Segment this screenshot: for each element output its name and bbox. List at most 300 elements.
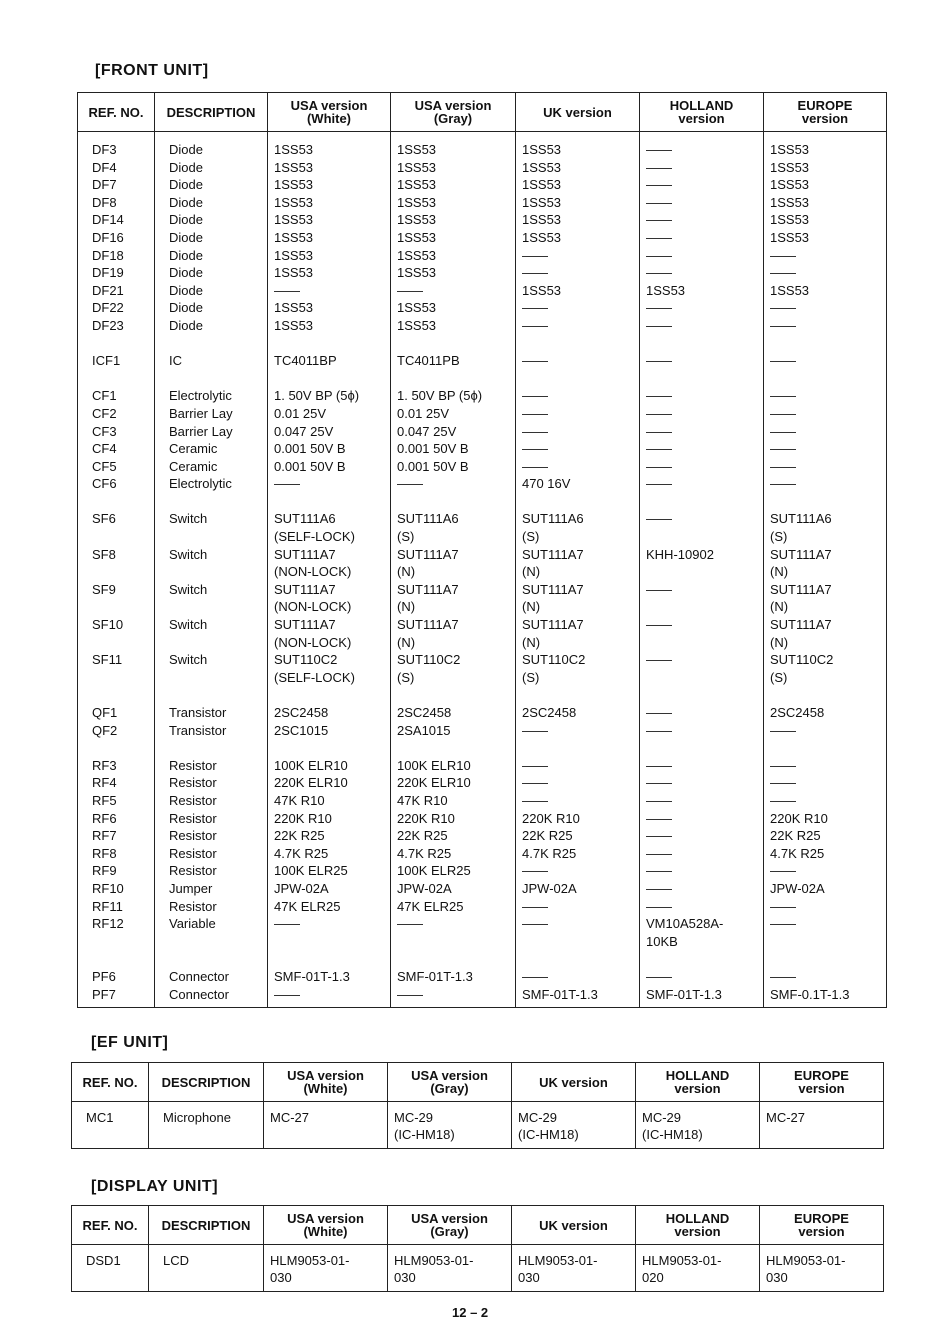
description-cell: Resistor xyxy=(155,898,268,916)
uk-cell: —— xyxy=(516,898,640,916)
front-unit-table xyxy=(77,92,887,1008)
usa-white-cell: 100K ELR25 xyxy=(268,862,391,880)
uk-cell: SUT111A7 (N) xyxy=(516,546,640,581)
table-row xyxy=(78,792,887,810)
uk-cell: SUT111A6 (S) xyxy=(516,493,640,546)
usa-gray-cell: 2SA1015 xyxy=(391,722,516,740)
holland-cell: —— xyxy=(640,299,764,317)
holland-cell: —— xyxy=(640,581,764,616)
table-row xyxy=(78,722,887,740)
column-header: EUROPE version xyxy=(760,1063,884,1102)
column-header: HOLLAND version xyxy=(636,1063,760,1102)
usa-white-cell: 1. 50V BP (5ϕ) xyxy=(268,370,391,405)
usa-gray-cell: 220K R10 xyxy=(391,810,516,828)
europe-cell: —— xyxy=(764,317,887,335)
holland-cell: HLM9053-01- 020 xyxy=(636,1245,760,1292)
uk-cell: 4.7K R25 xyxy=(516,845,640,863)
usa-gray-cell: 47K ELR25 xyxy=(391,898,516,916)
holland-cell: —— xyxy=(640,880,764,898)
column-header: USA version (White) xyxy=(268,93,391,132)
description-cell: Ceramic xyxy=(155,458,268,476)
table-row xyxy=(78,159,887,177)
ref-no-cell: ICF1 xyxy=(78,335,155,370)
europe-cell: JPW-02A xyxy=(764,880,887,898)
holland-cell: —— xyxy=(640,176,764,194)
usa-white-cell: HLM9053-01- 030 xyxy=(264,1245,388,1292)
europe-cell: —— xyxy=(764,915,887,950)
usa-white-cell: —— xyxy=(268,282,391,300)
table-row xyxy=(78,194,887,212)
holland-cell: —— xyxy=(640,845,764,863)
column-header: REF. NO. xyxy=(72,1206,149,1245)
ref-no-cell: RF11 xyxy=(78,898,155,916)
table-row xyxy=(78,176,887,194)
uk-cell: —— xyxy=(516,299,640,317)
holland-cell: —— xyxy=(640,423,764,441)
description-cell: Diode xyxy=(155,159,268,177)
europe-cell: 22K R25 xyxy=(764,827,887,845)
usa-white-cell: 100K ELR10 xyxy=(268,739,391,774)
header-row xyxy=(78,93,887,132)
usa-white-cell: 1SS53 xyxy=(268,264,391,282)
europe-cell: —— xyxy=(764,370,887,405)
description-cell: Connector xyxy=(155,986,268,1008)
holland-cell: —— xyxy=(640,405,764,423)
table-row xyxy=(78,546,887,581)
usa-white-cell: 220K ELR10 xyxy=(268,774,391,792)
usa-gray-cell: SUT111A6 (S) xyxy=(391,493,516,546)
description-cell: Resistor xyxy=(155,810,268,828)
holland-cell: VM10A528A- 10KB xyxy=(640,915,764,950)
usa-gray-cell: 1SS53 xyxy=(391,229,516,247)
holland-cell: —— xyxy=(640,458,764,476)
usa-white-cell: 22K R25 xyxy=(268,827,391,845)
usa-white-cell: 1SS53 xyxy=(268,211,391,229)
table-row xyxy=(78,440,887,458)
usa-gray-cell: 1SS53 xyxy=(391,299,516,317)
table-row xyxy=(78,880,887,898)
table-row xyxy=(78,862,887,880)
europe-cell: —— xyxy=(764,774,887,792)
table-row xyxy=(78,229,887,247)
description-cell: Switch xyxy=(155,581,268,616)
column-header: USA version (Gray) xyxy=(388,1206,512,1245)
table-row xyxy=(78,132,887,159)
europe-cell: —— xyxy=(764,475,887,493)
uk-cell: 1SS53 xyxy=(516,132,640,159)
uk-cell: —— xyxy=(516,792,640,810)
description-cell: Diode xyxy=(155,211,268,229)
holland-cell: —— xyxy=(640,722,764,740)
europe-cell: 4.7K R25 xyxy=(764,845,887,863)
holland-cell: SMF-01T-1.3 xyxy=(640,986,764,1008)
usa-white-cell: 1SS53 xyxy=(268,247,391,265)
usa-gray-cell: 22K R25 xyxy=(391,827,516,845)
uk-cell: —— xyxy=(516,950,640,985)
table-row xyxy=(78,827,887,845)
column-header: UK version xyxy=(516,93,640,132)
column-header: DESCRIPTION xyxy=(149,1206,264,1245)
usa-white-cell: 1SS53 xyxy=(268,317,391,335)
ref-no-cell: DF8 xyxy=(78,194,155,212)
usa-white-cell: 0.001 50V B xyxy=(268,458,391,476)
ref-no-cell: RF7 xyxy=(78,827,155,845)
column-header: USA version (Gray) xyxy=(388,1063,512,1102)
europe-cell: —— xyxy=(764,950,887,985)
usa-white-cell: 2SC1015 xyxy=(268,722,391,740)
usa-white-cell: 0.01 25V xyxy=(268,405,391,423)
column-header: REF. NO. xyxy=(78,93,155,132)
uk-cell: SUT110C2 (S) xyxy=(516,651,640,686)
holland-cell: MC-29 (IC-HM18) xyxy=(636,1102,760,1149)
holland-cell: —— xyxy=(640,440,764,458)
europe-cell: 1SS53 xyxy=(764,132,887,159)
ref-no-cell: DF16 xyxy=(78,229,155,247)
ref-no-cell: RF6 xyxy=(78,810,155,828)
holland-cell: —— xyxy=(640,493,764,546)
table-row xyxy=(78,335,887,370)
table-row xyxy=(78,915,887,950)
usa-gray-cell: 1SS53 xyxy=(391,211,516,229)
table-row xyxy=(78,370,887,405)
uk-cell: 1SS53 xyxy=(516,229,640,247)
description-cell: Diode xyxy=(155,176,268,194)
description-cell: Electrolytic xyxy=(155,475,268,493)
ref-no-cell: CF3 xyxy=(78,423,155,441)
ref-no-cell: DF7 xyxy=(78,176,155,194)
usa-white-cell: TC4011BP xyxy=(268,335,391,370)
usa-gray-cell: 100K ELR10 xyxy=(391,739,516,774)
usa-white-cell: SUT111A7 (NON-LOCK) xyxy=(268,616,391,651)
uk-cell: —— xyxy=(516,264,640,282)
ef-unit-title: [EF UNIT] xyxy=(91,1034,169,1051)
usa-white-cell: —— xyxy=(268,986,391,1008)
ref-no-cell: DF19 xyxy=(78,264,155,282)
uk-cell: 2SC2458 xyxy=(516,686,640,721)
europe-cell: 1SS53 xyxy=(764,282,887,300)
uk-cell: —— xyxy=(516,722,640,740)
holland-cell: —— xyxy=(640,229,764,247)
europe-cell: —— xyxy=(764,440,887,458)
uk-cell: —— xyxy=(516,370,640,405)
uk-cell: —— xyxy=(516,774,640,792)
description-cell: Resistor xyxy=(155,862,268,880)
uk-cell: SMF-01T-1.3 xyxy=(516,986,640,1008)
europe-cell: —— xyxy=(764,862,887,880)
holland-cell: —— xyxy=(640,792,764,810)
table-row xyxy=(78,211,887,229)
table-row xyxy=(78,739,887,774)
holland-cell: —— xyxy=(640,370,764,405)
ref-no-cell: RF8 xyxy=(78,845,155,863)
description-cell: Jumper xyxy=(155,880,268,898)
holland-cell: —— xyxy=(640,264,764,282)
usa-gray-cell: 1SS53 xyxy=(391,264,516,282)
usa-gray-cell: —— xyxy=(391,475,516,493)
ref-no-cell: RF10 xyxy=(78,880,155,898)
usa-gray-cell: TC4011PB xyxy=(391,335,516,370)
ref-no-cell: DF14 xyxy=(78,211,155,229)
usa-white-cell: SUT111A7 (NON-LOCK) xyxy=(268,581,391,616)
holland-cell: KHH-10902 xyxy=(640,546,764,581)
europe-cell: —— xyxy=(764,405,887,423)
ref-no-cell: SF8 xyxy=(78,546,155,581)
description-cell: Microphone xyxy=(149,1102,264,1149)
table-row xyxy=(78,810,887,828)
uk-cell: —— xyxy=(516,915,640,950)
ref-no-cell: PF6 xyxy=(78,950,155,985)
usa-gray-cell: 1SS53 xyxy=(391,317,516,335)
europe-cell: —— xyxy=(764,423,887,441)
column-header: REF. NO. xyxy=(72,1063,149,1102)
description-cell: Variable xyxy=(155,915,268,950)
holland-cell: —— xyxy=(640,862,764,880)
table-row xyxy=(78,616,887,651)
europe-cell: 1SS53 xyxy=(764,211,887,229)
description-cell: Switch xyxy=(155,651,268,686)
table-row xyxy=(78,581,887,616)
europe-cell: 1SS53 xyxy=(764,194,887,212)
description-cell: Resistor xyxy=(155,792,268,810)
table-row xyxy=(78,651,887,686)
usa-white-cell: 0.047 25V xyxy=(268,423,391,441)
table-row xyxy=(72,1102,884,1149)
holland-cell: —— xyxy=(640,686,764,721)
column-header: USA version (Gray) xyxy=(391,93,516,132)
europe-cell: SUT111A7 (N) xyxy=(764,616,887,651)
description-cell: Barrier Lay xyxy=(155,405,268,423)
usa-gray-cell: 220K ELR10 xyxy=(391,774,516,792)
uk-cell: 1SS53 xyxy=(516,282,640,300)
ref-no-cell: RF3 xyxy=(78,739,155,774)
uk-cell: 1SS53 xyxy=(516,176,640,194)
usa-gray-cell: 4.7K R25 xyxy=(391,845,516,863)
europe-cell: —— xyxy=(764,722,887,740)
usa-white-cell: 1SS53 xyxy=(268,159,391,177)
usa-white-cell: 1SS53 xyxy=(268,194,391,212)
header-row xyxy=(72,1206,884,1245)
europe-cell: SUT111A7 (N) xyxy=(764,546,887,581)
usa-gray-cell: 0.001 50V B xyxy=(391,440,516,458)
usa-white-cell: 1SS53 xyxy=(268,299,391,317)
table-row xyxy=(78,475,887,493)
europe-cell: —— xyxy=(764,792,887,810)
holland-cell: 1SS53 xyxy=(640,282,764,300)
usa-gray-cell: 1SS53 xyxy=(391,247,516,265)
holland-cell: —— xyxy=(640,651,764,686)
table-row xyxy=(78,317,887,335)
uk-cell: —— xyxy=(516,405,640,423)
usa-gray-cell: 1SS53 xyxy=(391,194,516,212)
usa-white-cell: SUT110C2 (SELF-LOCK) xyxy=(268,651,391,686)
usa-gray-cell: 1. 50V BP (5ϕ) xyxy=(391,370,516,405)
description-cell: Diode xyxy=(155,317,268,335)
europe-cell: —— xyxy=(764,335,887,370)
usa-white-cell: 47K ELR25 xyxy=(268,898,391,916)
uk-cell: SUT111A7 (N) xyxy=(516,581,640,616)
holland-cell: —— xyxy=(640,159,764,177)
description-cell: Resistor xyxy=(155,845,268,863)
ref-no-cell: SF10 xyxy=(78,616,155,651)
uk-cell: —— xyxy=(516,423,640,441)
column-header: DESCRIPTION xyxy=(149,1063,264,1102)
holland-cell: —— xyxy=(640,616,764,651)
usa-white-cell: SUT111A6 (SELF-LOCK) xyxy=(268,493,391,546)
holland-cell: —— xyxy=(640,810,764,828)
usa-gray-cell: SUT110C2 (S) xyxy=(391,651,516,686)
page-number: 12 – 2 xyxy=(452,1305,489,1320)
table-row xyxy=(78,264,887,282)
holland-cell: —— xyxy=(640,774,764,792)
europe-cell: MC-27 xyxy=(760,1102,884,1149)
uk-cell: 1SS53 xyxy=(516,159,640,177)
display-unit-table xyxy=(71,1205,884,1292)
europe-cell: —— xyxy=(764,739,887,774)
usa-white-cell: 47K R10 xyxy=(268,792,391,810)
usa-white-cell: 220K R10 xyxy=(268,810,391,828)
usa-white-cell: SUT111A7 (NON-LOCK) xyxy=(268,546,391,581)
uk-cell: JPW-02A xyxy=(516,880,640,898)
holland-cell: —— xyxy=(640,898,764,916)
usa-white-cell: JPW-02A xyxy=(268,880,391,898)
europe-cell: 1SS53 xyxy=(764,229,887,247)
uk-cell: —— xyxy=(516,247,640,265)
holland-cell: —— xyxy=(640,475,764,493)
ref-no-cell: SF11 xyxy=(78,651,155,686)
europe-cell: SMF-0.1T-1.3 xyxy=(764,986,887,1008)
ref-no-cell: CF2 xyxy=(78,405,155,423)
column-header: EUROPE version xyxy=(764,93,887,132)
europe-cell: 1SS53 xyxy=(764,176,887,194)
ref-no-cell: QF2 xyxy=(78,722,155,740)
description-cell: LCD xyxy=(149,1245,264,1292)
description-cell: IC xyxy=(155,335,268,370)
usa-gray-cell: JPW-02A xyxy=(391,880,516,898)
uk-cell: —— xyxy=(516,862,640,880)
uk-cell: SUT111A7 (N) xyxy=(516,616,640,651)
ref-no-cell: DF23 xyxy=(78,317,155,335)
table-row xyxy=(78,845,887,863)
usa-gray-cell: MC-29 (IC-HM18) xyxy=(388,1102,512,1149)
uk-cell: 22K R25 xyxy=(516,827,640,845)
column-header: UK version xyxy=(512,1206,636,1245)
description-cell: Diode xyxy=(155,247,268,265)
description-cell: Diode xyxy=(155,264,268,282)
usa-gray-cell: 0.01 25V xyxy=(391,405,516,423)
ref-no-cell: QF1 xyxy=(78,686,155,721)
europe-cell: SUT111A7 (N) xyxy=(764,581,887,616)
usa-gray-cell: 1SS53 xyxy=(391,159,516,177)
usa-gray-cell: 0.001 50V B xyxy=(391,458,516,476)
column-header: DESCRIPTION xyxy=(155,93,268,132)
description-cell: Resistor xyxy=(155,774,268,792)
ref-no-cell: DF3 xyxy=(78,132,155,159)
description-cell: Diode xyxy=(155,132,268,159)
display-unit-title: [DISPLAY UNIT] xyxy=(91,1178,219,1195)
uk-cell: HLM9053-01- 030 xyxy=(512,1245,636,1292)
description-cell: Switch xyxy=(155,616,268,651)
description-cell: Electrolytic xyxy=(155,370,268,405)
column-header: UK version xyxy=(512,1063,636,1102)
europe-cell: 2SC2458 xyxy=(764,686,887,721)
uk-cell: —— xyxy=(516,317,640,335)
europe-cell: —— xyxy=(764,458,887,476)
holland-cell: —— xyxy=(640,335,764,370)
column-header: EUROPE version xyxy=(760,1206,884,1245)
ref-no-cell: RF9 xyxy=(78,862,155,880)
holland-cell: —— xyxy=(640,132,764,159)
usa-gray-cell: 2SC2458 xyxy=(391,686,516,721)
holland-cell: —— xyxy=(640,211,764,229)
description-cell: Transistor xyxy=(155,686,268,721)
usa-gray-cell: —— xyxy=(391,986,516,1008)
ref-no-cell: DF21 xyxy=(78,282,155,300)
usa-gray-cell: 0.047 25V xyxy=(391,423,516,441)
europe-cell: —— xyxy=(764,898,887,916)
uk-cell: —— xyxy=(516,458,640,476)
table-row xyxy=(78,493,887,546)
front-unit-title: [FRONT UNIT] xyxy=(95,62,209,79)
europe-cell: SUT111A6 (S) xyxy=(764,493,887,546)
ref-no-cell: RF5 xyxy=(78,792,155,810)
uk-cell: 470 16V xyxy=(516,475,640,493)
usa-white-cell: —— xyxy=(268,475,391,493)
uk-cell: —— xyxy=(516,739,640,774)
usa-gray-cell: SUT111A7 (N) xyxy=(391,581,516,616)
usa-white-cell: SMF-01T-1.3 xyxy=(268,950,391,985)
usa-gray-cell: —— xyxy=(391,915,516,950)
description-cell: Barrier Lay xyxy=(155,423,268,441)
table-row xyxy=(78,458,887,476)
europe-cell: 1SS53 xyxy=(764,159,887,177)
usa-white-cell: MC-27 xyxy=(264,1102,388,1149)
usa-gray-cell: 100K ELR25 xyxy=(391,862,516,880)
usa-white-cell: —— xyxy=(268,915,391,950)
table-row xyxy=(78,423,887,441)
uk-cell: 1SS53 xyxy=(516,211,640,229)
description-cell: Diode xyxy=(155,282,268,300)
uk-cell: —— xyxy=(516,440,640,458)
holland-cell: —— xyxy=(640,739,764,774)
usa-white-cell: 1SS53 xyxy=(268,132,391,159)
description-cell: Resistor xyxy=(155,739,268,774)
europe-cell: —— xyxy=(764,264,887,282)
ref-no-cell: DF4 xyxy=(78,159,155,177)
usa-gray-cell: SUT111A7 (N) xyxy=(391,546,516,581)
description-cell: Diode xyxy=(155,299,268,317)
table-row xyxy=(78,686,887,721)
usa-white-cell: 1SS53 xyxy=(268,229,391,247)
column-header: HOLLAND version xyxy=(636,1206,760,1245)
column-header: USA version (White) xyxy=(264,1206,388,1245)
usa-white-cell: 0.001 50V B xyxy=(268,440,391,458)
holland-cell: —— xyxy=(640,247,764,265)
table-row xyxy=(78,405,887,423)
holland-cell: —— xyxy=(640,317,764,335)
europe-cell: —— xyxy=(764,247,887,265)
usa-gray-cell: 47K R10 xyxy=(391,792,516,810)
europe-cell: SUT110C2 (S) xyxy=(764,651,887,686)
europe-cell: 220K R10 xyxy=(764,810,887,828)
ref-no-cell: CF4 xyxy=(78,440,155,458)
table-row xyxy=(72,1245,884,1292)
europe-cell: HLM9053-01- 030 xyxy=(760,1245,884,1292)
table-row xyxy=(78,282,887,300)
description-cell: Diode xyxy=(155,229,268,247)
uk-cell: 220K R10 xyxy=(516,810,640,828)
usa-gray-cell: HLM9053-01- 030 xyxy=(388,1245,512,1292)
table-row xyxy=(78,247,887,265)
